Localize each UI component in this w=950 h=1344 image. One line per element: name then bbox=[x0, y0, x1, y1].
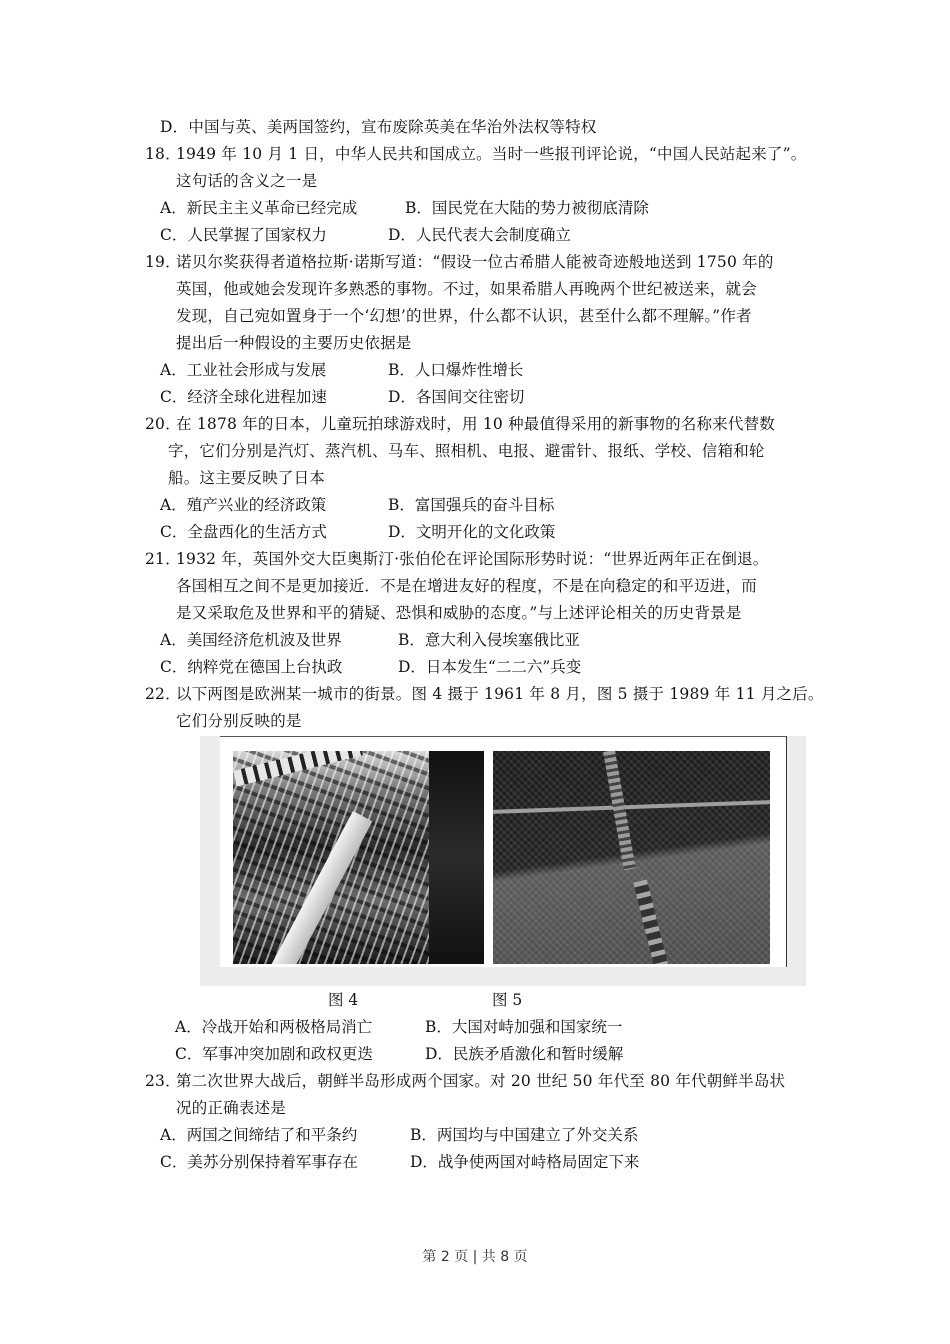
option-d: D．日本发生“二二六”兵变 bbox=[398, 658, 582, 676]
figure-frame bbox=[220, 736, 787, 967]
question-stem-line: 字，它们分别是汽灯、蒸汽机、马车、照相机、电报、避雷针、报纸、学校、信箱和轮 bbox=[168, 442, 765, 460]
question-stem-line: 英国，他或她会发现许多熟悉的事物。不过，如果希腊人再晚两个世纪被送来，就会 bbox=[176, 280, 757, 298]
option-a: A．殖产兴业的经济政策 bbox=[160, 496, 327, 514]
question-stem-line: 1932 年，英国外交大臣奥斯汀·张伯伦在评论国际形势时说：“世界近两年正在倒退。 bbox=[176, 550, 769, 568]
option-c: C．全盘西化的生活方式 bbox=[160, 523, 327, 541]
option-c: C．纳粹党在德国上台执政 bbox=[160, 658, 343, 676]
option-b: B．两国均与中国建立了外交关系 bbox=[410, 1126, 639, 1144]
question-stem-line: 船。这主要反映了日本 bbox=[168, 469, 326, 487]
question-stem-line: 诺贝尔奖获得者道格拉斯·诺斯写道：“假设一位古希腊人能被奇迹般地送到 1750 年的 bbox=[176, 253, 774, 271]
option-a: A．美国经济危机波及世界 bbox=[160, 631, 342, 649]
option-c: C．人民掌握了国家权力 bbox=[160, 226, 327, 244]
question-stem-line: 是又采取危及世界和平的猜疑、恐惧和威胁的态度。”与上述评论相关的历史背景是 bbox=[176, 604, 742, 622]
figure-4-caption: 图 4 bbox=[328, 991, 359, 1009]
option-b: B．富国强兵的奋斗目标 bbox=[388, 496, 555, 514]
question-number: 23． bbox=[145, 1072, 181, 1090]
question-stem-line: 第二次世界大战后，朝鲜半岛形成两个国家。对 20 世纪 50 年代至 80 年代朝鲜半岛状 bbox=[176, 1072, 786, 1090]
option-a: A．工业社会形成与发展 bbox=[160, 361, 327, 379]
figure-4-photo bbox=[233, 751, 484, 964]
question-number: 20． bbox=[145, 415, 181, 433]
option-d: D．文明开化的文化政策 bbox=[388, 523, 556, 541]
option-b: B．大国对峙加强和国家统一 bbox=[425, 1018, 623, 1036]
question-stem-line: 1949 年 10 月 1 日，中华人民共和国成立。当时一些报刊评论说，“中国人民站起来了”。 bbox=[176, 145, 807, 163]
option-b: B．人口爆炸性增长 bbox=[388, 361, 524, 379]
question-number: 18． bbox=[145, 145, 181, 163]
option-c: C．经济全球化进程加速 bbox=[160, 388, 327, 406]
option-b: B．意大利入侵埃塞俄比亚 bbox=[398, 631, 580, 649]
figure-container bbox=[200, 736, 806, 986]
page-footer: 第 2 页 | 共 8 页 bbox=[422, 1249, 528, 1265]
question-stem-line: 这句话的含义之一是 bbox=[176, 172, 318, 190]
figure-5-photo bbox=[493, 751, 770, 964]
question-stem-line: 况的正确表述是 bbox=[176, 1099, 286, 1117]
option-a: A．冷战开始和两极格局消亡 bbox=[175, 1018, 373, 1036]
question-number: 22． bbox=[145, 685, 181, 703]
figure-5-caption: 图 5 bbox=[492, 991, 523, 1009]
option-d: D．人民代表大会制度确立 bbox=[388, 226, 571, 244]
option-a: A．两国之间缔结了和平条约 bbox=[160, 1126, 358, 1144]
option-c: C．美苏分别保持着军事存在 bbox=[160, 1153, 358, 1171]
question-stem-line: 各国相互之间不是更加接近．不是在增进友好的程度，不是在向稳定的和平迈进，而 bbox=[176, 577, 757, 595]
question-number: 21． bbox=[145, 550, 181, 568]
question-number: 19． bbox=[145, 253, 181, 271]
option-d: D．战争使两国对峙格局固定下来 bbox=[410, 1153, 640, 1171]
question-stem-line: 提出后一种假设的主要历史依据是 bbox=[176, 334, 412, 352]
q17-option-d: D．中国与英、美两国签约，宣布废除英美在华治外法权等特权 bbox=[160, 118, 597, 136]
option-d: D．民族矛盾激化和暂时缓解 bbox=[425, 1045, 624, 1063]
question-stem-line: 它们分别反映的是 bbox=[176, 712, 302, 730]
option-c: C．军事冲突加剧和政权更迭 bbox=[175, 1045, 373, 1063]
question-stem-line: 发现，自己宛如置身于一个‘幻想’的世界，什么都不认识，甚至什么都不理解。”作者 bbox=[176, 307, 752, 325]
option-b: B．国民党在大陆的势力被彻底清除 bbox=[405, 199, 649, 217]
question-stem-line: 以下两图是欧洲某一城市的街景。图 4 摄于 1961 年 8 月，图 5 摄于 1989 年 11 月之后。 bbox=[176, 685, 824, 703]
option-d: D．各国间交往密切 bbox=[388, 388, 525, 406]
option-a: A．新民主主义革命已经完成 bbox=[160, 199, 358, 217]
question-stem-line: 在 1878 年的日本，儿童玩拍球游戏时，用 10 种最值得采用的新事物的名称来代替数 bbox=[176, 415, 775, 433]
